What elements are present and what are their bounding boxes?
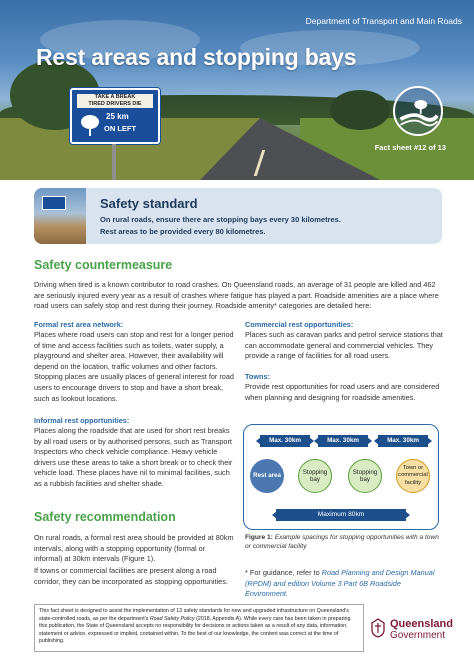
tree-icon xyxy=(80,114,100,138)
formal-text: Places where road users can stop and rest for a longer period of time and access facilities such as toilets, water supply, a playground and shelter area. However, their availability will depend on the location, traffic volumes and other factors. Stopping places are usually places of general interest for road users to encourage drivers to stop and have a short break, such as lookout locations. xyxy=(34,330,234,403)
informal-heading: Informal rest opportunities: xyxy=(34,416,130,425)
stopping-bay-node: Stopping bay xyxy=(348,459,382,493)
road-sign-distance: 25 km xyxy=(106,112,129,121)
rest-area-node: Rest area xyxy=(250,459,284,493)
road-sign-direction: ON LEFT xyxy=(104,124,137,133)
commercial-heading: Commercial rest opportunities: xyxy=(245,320,354,329)
towns-heading: Towns: xyxy=(245,372,270,381)
figure-label: Figure 1: xyxy=(245,534,273,541)
countermeasure-heading: Safety countermeasure xyxy=(34,258,173,272)
countermeasure-intro: Driving when tired is a known contributor to road crashes. On Queensland roads, an average of 31 people are killed and 462 are seriously injured every year as a result of crashes where fatigue has played a part. Roadside amenities are a place where road users can safely stop and rest during their journey. Roadside amenity* categories are detailed here: xyxy=(34,280,439,311)
stopping-bay-node: Stopping bay xyxy=(298,459,332,493)
department-name: Department of Transport and Main Roads xyxy=(305,16,462,26)
guidance-reference: Road Planning and Design Manual (RPDM) and edition Volume 3 Part 6B Roadside Environment. xyxy=(245,568,435,598)
informal-text: Places along the roadside that are used for short rest breaks by all road users or by authorised persons, such as Transport Inspectors who check vehicle compliance. Heavy vehicle drivers use these areas to take a short break or to check their vehicle load. These places have nil to minimal facilities, such as a rubbish facilities and shelter shade. xyxy=(34,426,233,488)
safety-standard-line1: On rural roads, ensure there are stopping bays every 30 kilometres. xyxy=(100,215,341,224)
formal-heading: Formal rest area network: xyxy=(34,320,124,329)
recommendation-para1: On rural roads, a formal rest area should be provided at 80km intervals, along with a stopping opportunity (formal or informal) at 30km intervals (Figure 1). xyxy=(34,533,234,564)
figure-text: Example spacings for stopping opportunities with a town or commercial facility xyxy=(245,534,439,550)
road-sign-line1: TAKE A BREAK xyxy=(94,94,136,100)
tree xyxy=(330,90,390,130)
max80-label: Maximum 80km xyxy=(276,509,406,521)
brand-subtitle: Government xyxy=(390,630,446,641)
road-sign xyxy=(70,88,160,144)
disclaimer-text-b: (2018, Appendix A). While every care has been taken in preparing this publication, the State of Queensland accepts no responsibility for decisions or actions taken as a result of any data, information, statement or advice, expressed or implied, contained within. To the best of our knowledge, the content was correct at the time of publishing. xyxy=(39,615,351,644)
towns-text: Provide rest opportunities for road users and are considered when planning and designing for roadside amenities. xyxy=(245,382,440,402)
spacing-diagram xyxy=(243,424,439,530)
road-sign-plate xyxy=(77,94,153,108)
mini-road-sign xyxy=(42,196,66,210)
max30-label-1: Max. 30km xyxy=(260,435,310,447)
recommendation-heading: Safety recommendation xyxy=(34,510,176,524)
queensland-crest-icon xyxy=(370,618,386,638)
disclaimer-box xyxy=(34,604,364,652)
page-title: Rest areas and stopping bays xyxy=(36,44,357,70)
safety-standard-title: Safety standard xyxy=(100,196,198,211)
disclaimer-policy: Road Safety Policy xyxy=(149,615,195,622)
guidance-prefix: * For guidance, refer to xyxy=(245,568,320,577)
safety-standard-thumbnail xyxy=(34,188,86,244)
commercial-text: Places such as caravan parks and petrol service stations that can accommodate general and commercial vehicles. They provide a range of facilities for all road users. xyxy=(245,330,443,361)
safety-standard-line2: Rest areas to be provided every 80 kilometres. xyxy=(100,227,266,236)
guidance-note xyxy=(245,568,445,600)
road-icon xyxy=(393,86,443,136)
fact-sheet-number: Fact sheet #12 of 13 xyxy=(374,143,446,152)
sign-post xyxy=(112,144,116,180)
road-curve-icon xyxy=(395,88,441,134)
town-node: Town or commercial facility xyxy=(396,459,430,493)
brand-name: Queensland xyxy=(390,618,453,630)
safety-standard-box xyxy=(34,188,442,244)
max30-label-3: Max. 30km xyxy=(378,435,428,447)
hero-banner xyxy=(0,0,474,180)
disclaimer-text-a: This fact sheet is designed to assist the implementation of 13 safety standards for new and upgraded infrastructure on Queensland's state-controlled roads, as per the department's xyxy=(39,608,349,622)
recommendation-para2: If towns or commercial facilities are present along a road corridor, they can be incorporated as stopping opportunities. xyxy=(34,566,228,586)
road-sign-line2: TIRED DRIVERS DIE xyxy=(88,101,142,107)
max30-label-2: Max. 30km xyxy=(318,435,368,447)
figure-caption xyxy=(245,533,445,551)
